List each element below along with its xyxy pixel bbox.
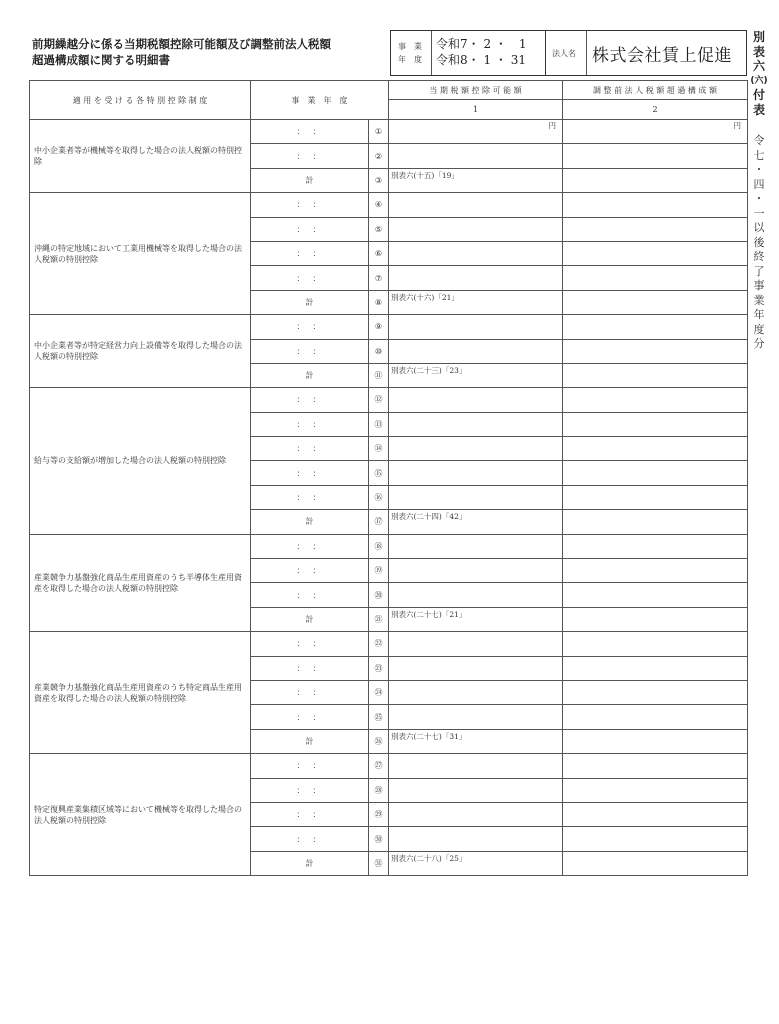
excess-amount-cell[interactable] [563,583,748,607]
side-period-char: ・ [753,163,765,176]
row-number: ⑪ [369,363,389,387]
side-period-char: 令 [753,134,765,147]
fiscal-year-cell[interactable]: ： ： [251,266,369,290]
period-to[interactable]: 令和8・ 1 ・ 31 [436,53,526,67]
table-row [30,754,748,778]
row-number: ㉛ [369,851,389,875]
row-number: ㉘ [369,778,389,802]
deductible-amount-cell[interactable] [389,120,563,144]
table-row [30,120,748,144]
fiscal-year-cell[interactable]: ： ： [251,680,369,704]
total-deductible-cell[interactable] [389,729,563,753]
fiscal-year-cell[interactable]: ： ： [251,632,369,656]
deductible-amount-cell[interactable] [389,241,563,265]
deductible-amount-cell[interactable] [389,437,563,461]
excess-amount-cell[interactable] [563,217,748,241]
deductible-amount-cell[interactable] [389,778,563,802]
excess-amount-cell[interactable] [563,559,748,583]
excess-amount-cell[interactable] [563,778,748,802]
col-header-deductible: 当 期 税 額 控 除 可 能 額 [389,81,563,100]
yen-unit: 円 [548,121,556,130]
total-deductible-cell[interactable] [389,510,563,534]
col-header-year: 事 業 年 度 [251,81,389,120]
excess-amount-cell[interactable] [563,705,748,729]
deductible-amount-cell[interactable] [389,827,563,851]
fiscal-year-cell[interactable]: ： ： [251,241,369,265]
side-period-char: 業 [753,293,765,307]
row-number: ② [369,144,389,168]
reference-note: 別表六(二十三)「23」 [391,365,467,375]
row-number: ⑫ [369,388,389,412]
row-number: ⑯ [369,485,389,509]
period-from[interactable]: 令和7・ 2 ・ 1 [436,37,527,51]
total-label: 計 [251,168,369,192]
deductible-amount-cell[interactable] [389,461,563,485]
row-number: ㉙ [369,802,389,826]
side-applicable-period [749,134,769,352]
table-row [30,632,748,656]
side-period-char: 了 [753,264,765,278]
col-header-excess: 調 整 前 法 人 税 額 超 過 構 成 額 [563,81,748,100]
total-excess-cell[interactable] [563,290,748,314]
row-number: ㉗ [369,754,389,778]
deductible-amount-cell[interactable] [389,144,563,168]
excess-amount-cell[interactable] [563,412,748,436]
total-label: 計 [251,363,369,387]
row-number: ① [369,120,389,144]
fiscal-year-cell[interactable]: ： ： [251,120,369,144]
excess-amount-cell[interactable] [563,315,748,339]
fiscal-year-cell[interactable]: ： ： [251,193,369,217]
row-number: ㉕ [369,705,389,729]
excess-amount-cell[interactable] [563,120,748,144]
col-header-system: 適 用 を 受 け る 各 特 別 控 除 制 度 [30,81,251,120]
deduction-system-name: 中小企業者等が機械等を取得した場合の法人税額の特別控除 [30,120,251,193]
total-excess-cell[interactable] [563,729,748,753]
total-label: 計 [251,510,369,534]
form-title [32,36,331,68]
side-period-char: 後 [753,235,765,249]
fiscal-year-box [390,30,546,76]
total-excess-cell[interactable] [563,363,748,387]
excess-amount-cell[interactable] [563,680,748,704]
table-row [30,193,748,217]
side-title-char: 表 [752,44,765,59]
total-deductible-cell[interactable] [389,363,563,387]
fiscal-year-cell[interactable]: ： ： [251,534,369,558]
fiscal-year-cell[interactable]: ： ： [251,437,369,461]
fiscal-year-cell[interactable]: ： ： [251,827,369,851]
row-number: ㉒ [369,632,389,656]
company-label: 法人名 [552,49,576,58]
excess-amount-cell[interactable] [563,339,748,363]
excess-amount-cell[interactable] [563,266,748,290]
side-period-char: 七 [753,148,765,162]
fiscal-year-cell[interactable]: ： ： [251,583,369,607]
reference-note: 別表六(二十七)「31」 [391,731,467,741]
excess-amount-cell[interactable] [563,827,748,851]
fiscal-year-label: 事 業 年 度 [398,42,422,64]
excess-amount-cell[interactable] [563,437,748,461]
row-number: ⑳ [369,583,389,607]
side-title-char: 付 [752,88,765,103]
row-number: ⑮ [369,461,389,485]
deductible-amount-cell[interactable] [389,339,563,363]
side-period-char: 分 [753,337,765,350]
deduction-system-name: 沖縄の特定地域において工業用機械等を取得した場合の法人税額の特別控除 [30,193,251,315]
detail-table [29,80,748,876]
deductible-amount-cell[interactable] [389,412,563,436]
deductible-amount-cell[interactable] [389,485,563,509]
total-excess-cell[interactable] [563,607,748,631]
deductible-amount-cell[interactable] [389,217,563,241]
deduction-system-name: 中小企業者等が特定経営力向上設備等を取得した場合の法人税額の特別控除 [30,315,251,388]
deductible-amount-cell[interactable] [389,705,563,729]
side-form-title [749,30,769,118]
deduction-system-name: 産業競争力基盤強化商品生産用資産のうち半導体生産用資産を取得した場合の法人税額の特別控除 [30,534,251,632]
row-number: ⑩ [369,339,389,363]
reference-note: 別表六(二十七)「21」 [391,609,467,619]
deductible-amount-cell[interactable] [389,802,563,826]
row-number: ㉔ [369,680,389,704]
total-label: 計 [251,290,369,314]
fiscal-period[interactable] [436,36,527,68]
row-number: ⑱ [369,534,389,558]
total-excess-cell[interactable] [563,168,748,192]
excess-amount-cell[interactable] [563,534,748,558]
fiscal-year-cell[interactable]: ： ： [251,656,369,680]
row-number: ④ [369,193,389,217]
row-number: ⑥ [369,241,389,265]
fiscal-year-cell[interactable]: ： ： [251,315,369,339]
excess-amount-cell[interactable] [563,656,748,680]
fiscal-year-cell[interactable]: ： ： [251,388,369,412]
side-title-char: 六 [752,59,765,74]
company-box [546,30,747,76]
total-label: 計 [251,729,369,753]
form-title-line1: 前期繰越分に係る当期税額控除可能額及び調整前法人税額 [32,37,331,51]
deductible-amount-cell[interactable] [389,534,563,558]
fiscal-year-cell[interactable]: ： ： [251,412,369,436]
total-deductible-cell[interactable] [389,607,563,631]
reference-note: 別表六(十五)「19」 [391,170,459,180]
excess-amount-cell[interactable] [563,485,748,509]
fiscal-year-cell[interactable]: ： ： [251,339,369,363]
table-row [30,534,748,558]
row-number: ⑬ [369,412,389,436]
side-period-char: 年 [753,308,765,321]
excess-amount-cell[interactable] [563,632,748,656]
row-number: ⑦ [369,266,389,290]
total-deductible-cell[interactable] [389,290,563,314]
fiscal-year-cell[interactable]: ： ： [251,144,369,168]
reference-note: 別表六(二十四)「42」 [391,512,467,522]
side-period-char: ・ [753,192,765,205]
yen-unit: 円 [733,121,741,130]
excess-amount-cell[interactable] [563,754,748,778]
total-label: 計 [251,851,369,875]
fiscal-year-cell[interactable]: ： ： [251,559,369,583]
side-period-char: 一 [753,206,765,220]
deduction-system-name: 給与等の支給額が増加した場合の法人税額の特別控除 [30,388,251,534]
side-period-char: 以 [753,221,765,234]
total-deductible-cell[interactable] [389,851,563,875]
table-row [30,388,748,412]
side-title-char: (六) [750,75,768,86]
deduction-system-name: 産業競争力基盤強化商品生産用資産のうち特定商品生産用資産を取得した場合の法人税額の特別控除 [30,632,251,754]
excess-amount-cell[interactable] [563,241,748,265]
deductible-amount-cell[interactable] [389,754,563,778]
row-number: ③ [369,168,389,192]
deductible-amount-cell[interactable] [389,266,563,290]
side-period-char: 度 [753,322,765,336]
fiscal-year-cell[interactable]: ： ： [251,461,369,485]
side-period-char: 事 [753,279,765,292]
excess-amount-cell[interactable] [563,193,748,217]
deductible-amount-cell[interactable] [389,388,563,412]
fiscal-year-cell[interactable]: ： ： [251,705,369,729]
row-number: ⑭ [369,437,389,461]
deductible-amount-cell[interactable] [389,315,563,339]
total-deductible-cell[interactable] [389,168,563,192]
form-title-line2: 超過構成額に関する明細書 [32,53,170,67]
excess-amount-cell[interactable] [563,802,748,826]
total-label: 計 [251,607,369,631]
col-number-1: 1 [389,100,563,120]
deductible-amount-cell[interactable] [389,680,563,704]
reference-note: 別表六(十六)「21」 [391,292,459,302]
deductible-amount-cell[interactable] [389,656,563,680]
excess-amount-cell[interactable] [563,144,748,168]
excess-amount-cell[interactable] [563,388,748,412]
fiscal-year-cell[interactable]: ： ： [251,485,369,509]
row-number: ⑤ [369,217,389,241]
detail-table-body [30,120,748,876]
row-number: ⑧ [369,290,389,314]
deductible-amount-cell[interactable] [389,559,563,583]
row-number: ⑲ [369,559,389,583]
side-title-char: 別 [752,30,765,44]
total-excess-cell[interactable] [563,851,748,875]
fiscal-year-cell[interactable]: ： ： [251,778,369,802]
excess-amount-cell[interactable] [563,461,748,485]
deduction-system-name: 特定復興産業集積区域等において機械等を取得した場合の法人税額の特別控除 [30,754,251,876]
total-excess-cell[interactable] [563,510,748,534]
fiscal-year-cell[interactable]: ： ： [251,754,369,778]
col-number-2: 2 [563,100,748,120]
side-period-char: 四 [753,177,765,191]
side-title-char: 表 [752,102,765,117]
deductible-amount-cell[interactable] [389,583,563,607]
deductible-amount-cell[interactable] [389,632,563,656]
row-number: ㉓ [369,656,389,680]
reference-note: 別表六(二十八)「25」 [391,853,467,863]
fiscal-year-cell[interactable]: ： ： [251,802,369,826]
side-period-char: 終 [753,250,765,263]
row-number: ㉚ [369,827,389,851]
row-number: ⑰ [369,510,389,534]
fiscal-year-cell[interactable]: ： ： [251,217,369,241]
deductible-amount-cell[interactable] [389,193,563,217]
company-name[interactable]: 株式会社賃上促進 [592,46,732,66]
row-number: ㉖ [369,729,389,753]
row-number: ⑨ [369,315,389,339]
row-number: ㉑ [369,607,389,631]
table-row [30,315,748,339]
